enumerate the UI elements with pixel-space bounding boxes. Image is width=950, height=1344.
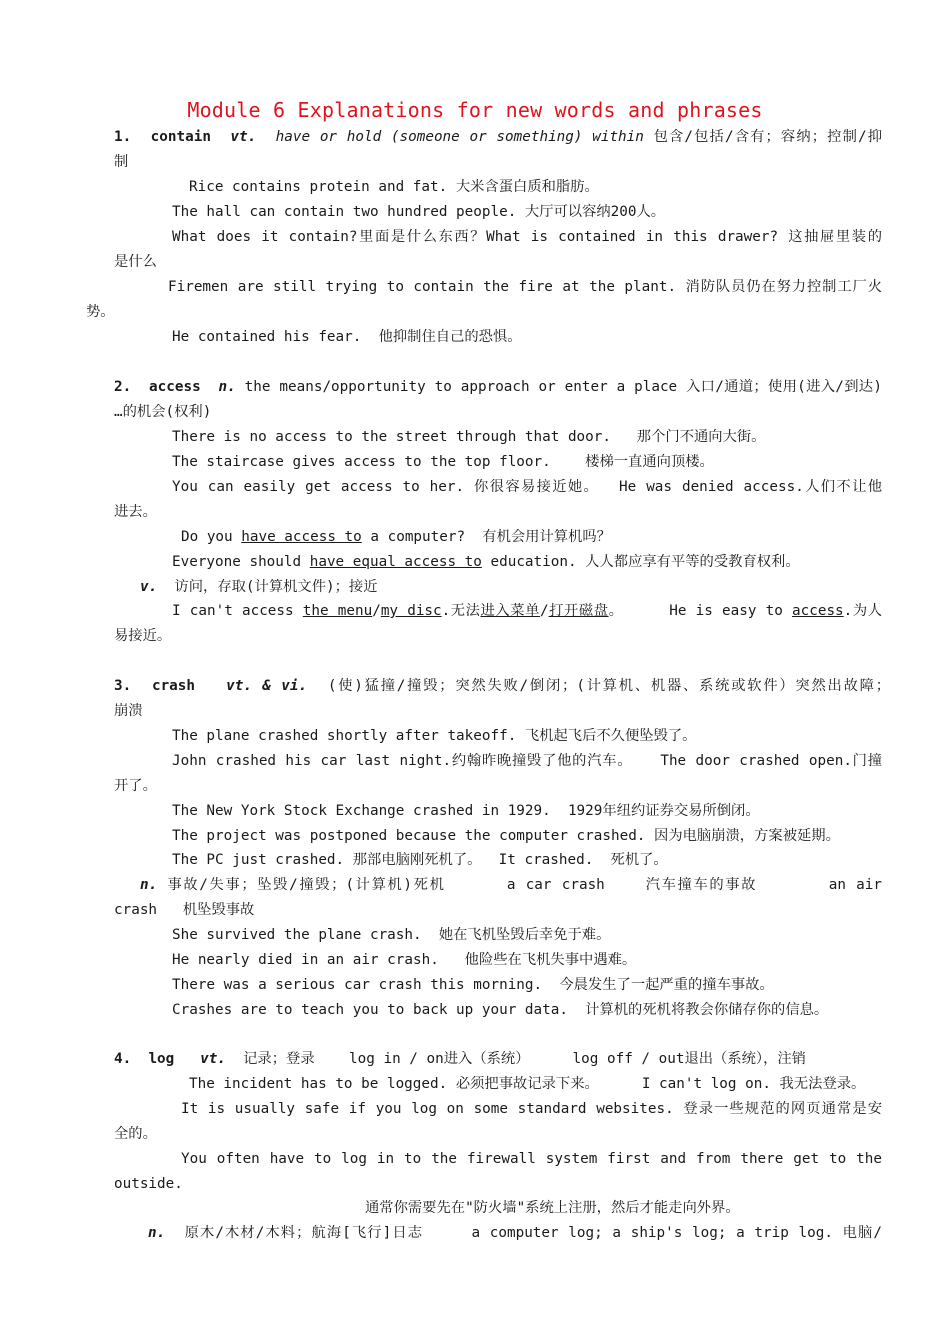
example-sentence: The incident has to be logged. 必须把事故记录下来。 I can't log on. 我无法登录。 bbox=[189, 1076, 866, 1092]
entry-access-headline bbox=[114, 377, 882, 397]
example-sentence: Crashes are to teach you to back up your data. 计算机的死机将教会你储存你的信息。 bbox=[172, 1002, 829, 1018]
entry-number: 2. bbox=[114, 379, 132, 395]
sense-verb bbox=[140, 577, 378, 597]
definition-zh: 包含/包括/含有；容纳；控制/抑 bbox=[643, 129, 883, 145]
example-continued: 进去。 bbox=[114, 504, 157, 520]
headword-access: access bbox=[149, 379, 201, 395]
entry-log-headline bbox=[114, 1049, 806, 1069]
example-sentence: The New York Stock Exchange crashed in 1929. 1929年纽约证券交易所倒闭。 bbox=[172, 803, 760, 819]
example-sentence: There is no access to the street through that door. 那个门不通向大街。 bbox=[172, 429, 766, 445]
entry-number: 4. bbox=[114, 1051, 132, 1067]
example-sentence bbox=[181, 527, 611, 547]
part-of-speech: vt. bbox=[230, 129, 257, 145]
example-sentence: The staircase gives access to the top floor. 楼梯一直通向顶楼。 bbox=[172, 454, 714, 470]
definition-continued: …的机会(权利) bbox=[114, 404, 212, 420]
example-text: / bbox=[372, 603, 381, 619]
part-of-speech: vt. & vi. bbox=[226, 678, 308, 694]
example-sentence: Rice contains protein and fat. 大米含蛋白质和脂肪。 bbox=[189, 179, 599, 195]
example-text: Do you bbox=[181, 529, 242, 545]
definition-continued: 崩溃 bbox=[114, 703, 143, 719]
part-of-speech: n. bbox=[218, 379, 236, 395]
example-sentence: She survived the plane crash. 她在飞机坠毁后幸免于难。 bbox=[172, 927, 611, 943]
phrase-underlined: access bbox=[792, 603, 844, 619]
example-text: .无法 bbox=[441, 603, 481, 619]
headword-crash: crash bbox=[151, 678, 196, 694]
example-text: a computer? 有机会用计算机吗？ bbox=[361, 529, 611, 545]
definition: 事故/失事；坠毁/撞毁；(计算机)死机 a car crash 汽车撞车的事故 an air bbox=[157, 877, 882, 893]
example-continued: outside. bbox=[114, 1176, 183, 1192]
example-sentence: What does it contain?里面是什么东西？What is contained in this drawer? 这抽屉里装的 bbox=[172, 229, 882, 245]
phrase-underlined: the menu bbox=[302, 603, 373, 619]
phrase-underlined: 打开磁盘 bbox=[548, 603, 609, 619]
headword-log: log bbox=[148, 1051, 175, 1067]
example-sentence: He contained his fear. 他抑制住自己的恐惧。 bbox=[172, 329, 522, 345]
definition: 访问，存取(计算机文件)；接近 bbox=[157, 579, 378, 595]
example-sentence: Firemen are still trying to contain the fire at the plant. 消防队员仍在努力控制工厂火 bbox=[168, 279, 882, 295]
example-text: / bbox=[539, 603, 549, 619]
example-sentence: He nearly died in an air crash. 他险些在飞机失事中遇难。 bbox=[172, 952, 637, 968]
example-sentence: You can easily get access to her. 你很容易接近她。 He was denied access.人们不让他 bbox=[172, 479, 882, 495]
phrase-underlined: 进入菜单 bbox=[480, 603, 540, 619]
example-continued: 易接近。 bbox=[114, 628, 172, 644]
example-text: 。 He is easy to bbox=[608, 603, 793, 619]
entry-contain-headline bbox=[114, 127, 882, 147]
part-of-speech: n. bbox=[148, 1225, 166, 1241]
example-sentence bbox=[172, 552, 800, 572]
example-sentence: The hall can contain two hundred people. 大厅可以容纳200人。 bbox=[172, 204, 666, 220]
entry-crash-headline bbox=[114, 676, 890, 696]
example-continued: 全的。 bbox=[114, 1126, 157, 1142]
example-text: I can't access bbox=[172, 603, 303, 619]
definition-en: have or hold (someone or something) within bbox=[275, 129, 644, 145]
entry-number: 1. bbox=[114, 129, 132, 145]
example-text: education. 人人都应享有平等的受教育权利。 bbox=[481, 554, 800, 570]
example-continued: 势。 bbox=[86, 304, 115, 320]
sense-noun bbox=[140, 875, 882, 895]
headword-contain: contain bbox=[150, 129, 211, 145]
example-sentence: The PC just crashed. 那部电脑刚死机了。 It crashed. 死机了。 bbox=[172, 852, 668, 868]
phrase-underlined: have access to bbox=[241, 529, 362, 545]
definition-continued: crash 机坠毁事故 bbox=[114, 902, 255, 918]
definition-continued: 制 bbox=[114, 154, 129, 170]
sense-noun bbox=[148, 1223, 882, 1243]
phrase-underlined: have equal access to bbox=[309, 554, 482, 570]
example-continued: 是什么 bbox=[114, 254, 157, 270]
example-continued: 开了。 bbox=[114, 778, 157, 794]
example-sentence bbox=[172, 601, 882, 621]
page-title: Module 6 Explanations for new words and phrases bbox=[187, 98, 763, 122]
example-sentence: John crashed his car last night.约翰昨晚撞毁了他的汽车。 The door crashed open.门撞 bbox=[172, 753, 882, 769]
phrase-underlined: my disc bbox=[380, 603, 442, 619]
part-of-speech: n. bbox=[140, 877, 158, 893]
definition: the means/opportunity to approach or enter a place 入口/通道；使用(进入/到达) bbox=[244, 379, 883, 395]
example-translation: 通常你需要先在"防火墙"系统上注册，然后才能走向外界。 bbox=[365, 1200, 740, 1216]
example-sentence: The project was postponed because the computer crashed. 因为电脑崩溃，方案被延期。 bbox=[172, 828, 840, 844]
definition: 记录；登录 log in / on进入（系统） log off / out退出（系统），注销 bbox=[225, 1051, 806, 1067]
example-sentence: You often have to log in to the firewall system first and from there get to the bbox=[181, 1151, 882, 1167]
example-sentence: There was a serious car crash this morning. 今晨发生了一起严重的撞车事故。 bbox=[172, 977, 774, 993]
example-text: Everyone should bbox=[172, 554, 310, 570]
definition: (使)猛撞/撞毁；突然失败/倒闭；(计算机、机器、系统或软件）突然出故障； bbox=[327, 678, 891, 694]
example-text: .为人 bbox=[843, 603, 882, 619]
example-sentence: The plane crashed shortly after takeoff. 飞机起飞后不久便坠毁了。 bbox=[172, 728, 697, 744]
definition: 原木/木材/木料；航海[飞行]日志 a computer log; a ship's log; a trip log. 电脑/ bbox=[165, 1225, 882, 1241]
part-of-speech: vt. bbox=[200, 1051, 226, 1067]
part-of-speech: v. bbox=[140, 579, 158, 595]
entry-number: 3. bbox=[114, 678, 132, 694]
example-sentence: It is usually safe if you log on some standard websites. 登录一些规范的网页通常是安 bbox=[181, 1101, 882, 1117]
